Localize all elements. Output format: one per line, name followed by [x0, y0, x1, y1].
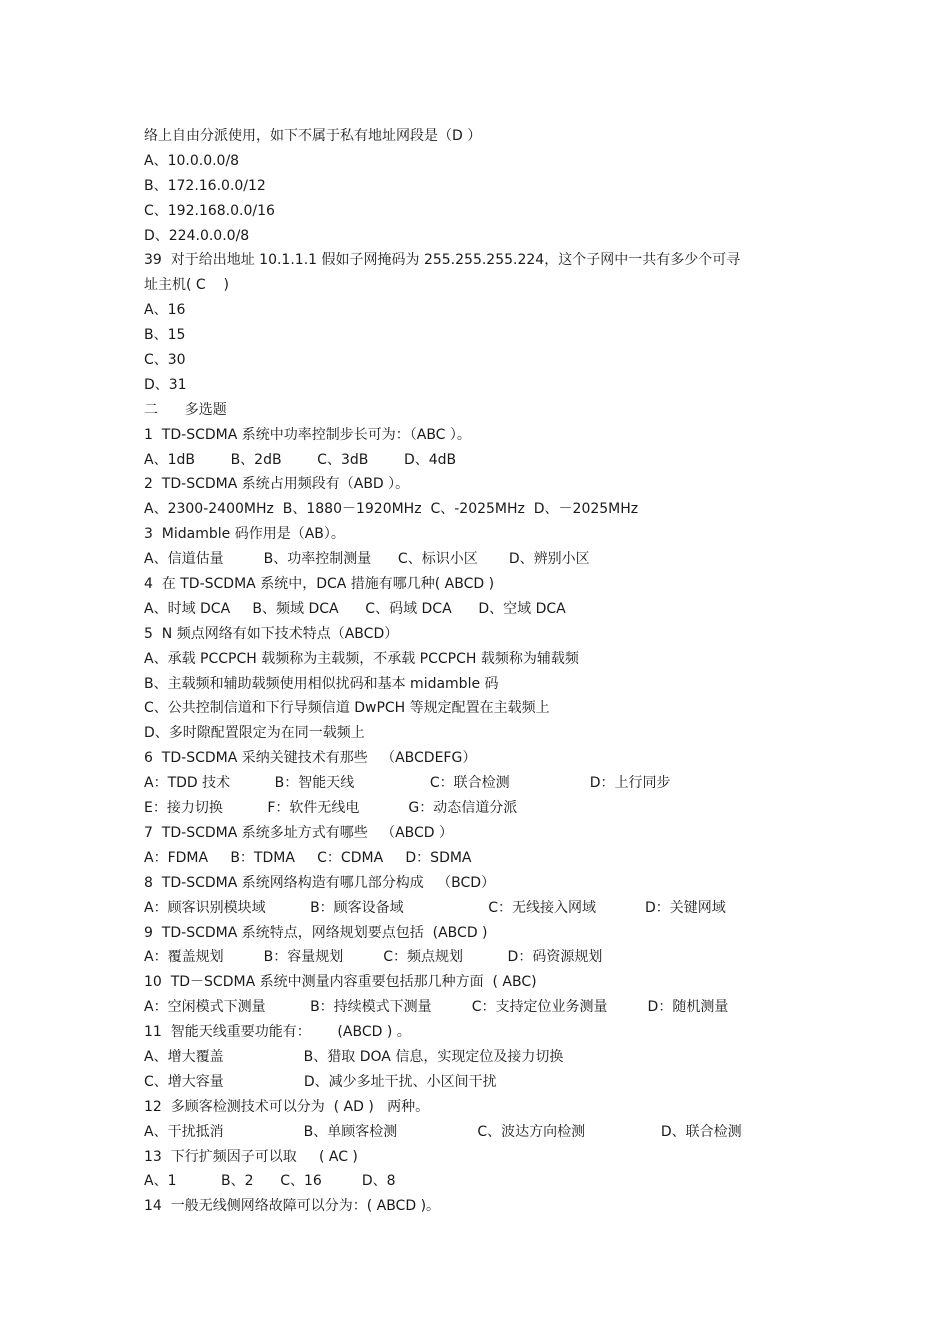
option-line: A：顾客识别模块域 B：顾客设备域 C：无线接入网域 D：关键网域 [144, 899, 726, 916]
question-line: 7 TD-SCDMA 系统多址方式有哪些 （ABCD ） [144, 824, 454, 841]
text-line: 址主机( C ) [144, 277, 229, 294]
question-line: 3 Midamble 码作用是（AB）。 [144, 526, 345, 543]
option-line: A、干扰抵消 B、单顾客检测 C、波达方向检测 D、联合检测 [144, 1123, 742, 1140]
document-body [144, 124, 824, 1219]
question-line: 5 N 频点网络有如下技术特点（ABCD） [144, 625, 399, 642]
option-line: A、1dB B、2dB C、3dB D、4dB [144, 451, 457, 468]
option-line: A、信道估量 B、功率控制测量 C、标识小区 D、辨别小区 [144, 551, 590, 568]
option-line: A：空闲模式下测量 B：持续模式下测量 C：支持定位业务测量 D：随机测量 [144, 999, 729, 1016]
option-line: D、31 [144, 376, 187, 393]
option-line: A、增大覆盖 B、猎取 DOA 信息，实现定位及接力切换 [144, 1048, 564, 1065]
question-line: 39 对于给出地址 10.1.1.1 假如子网掩码为 255.255.255.224，这个子网中一共有多少个可寻 [144, 252, 741, 269]
option-line: A、承载 PCCPCH 载频称为主载频，不承载 PCCPCH 载频称为辅载频 [144, 650, 579, 667]
text-line: 络上自由分派使用，如下不属于私有地址网段是（D ） [144, 128, 482, 144]
question-line: 9 TD-SCDMA 系统特点，网络规划要点包括 (ABCD ) [144, 924, 488, 941]
question-line: 12 多顾客检测技术可以分为 ( AD ) 两种。 [144, 1098, 430, 1115]
option-line: C、30 [144, 352, 186, 369]
question-line: 14 一般无线侧网络故障可以分为：( ABCD )。 [144, 1198, 441, 1215]
option-line: D、224.0.0.0/8 [144, 227, 250, 244]
option-line: B、15 [144, 327, 186, 344]
question-line: 2 TD-SCDMA 系统占用频段有（ABD ）。 [144, 476, 410, 493]
option-line: C、公共控制信道和下行导频信道 DwPCH 等规定配置在主载频上 [144, 700, 550, 717]
option-line: A、时域 DCA B、频域 DCA C、码域 DCA D、空域 DCA [144, 600, 566, 617]
option-line: A、10.0.0.0/8 [144, 152, 240, 169]
section-heading: 二 多选题 [144, 401, 227, 418]
option-line: E：接力切换 F：软件无线电 G：动态信道分派 [144, 800, 518, 817]
option-line: B、172.16.0.0/12 [144, 177, 266, 194]
question-line: 1 TD-SCDMA 系统中功率控制步长可为：（ABC ）。 [144, 426, 471, 443]
option-line: A：FDMA B：TDMA C：CDMA D：SDMA [144, 849, 472, 866]
option-line: A、16 [144, 302, 186, 319]
option-line: C、192.168.0.0/16 [144, 202, 275, 219]
option-line: A、2300-2400MHz B、1880－1920MHz C、-2025MHz D、－2025MHz [144, 501, 639, 518]
question-line: 8 TD-SCDMA 系统网络构造有哪几部分构成 （BCD） [144, 874, 496, 891]
question-line: 10 TD－SCDMA 系统中测量内容重要包括那几种方面 ( ABC) [144, 974, 537, 991]
option-line: D、多时隙配置限定为在同一载频上 [144, 725, 365, 742]
option-line: C、增大容量 D、减少多址干扰、小区间干扰 [144, 1073, 497, 1090]
question-line: 4 在 TD-SCDMA 系统中，DCA 措施有哪几种( ABCD ) [144, 576, 495, 593]
question-line: 11 智能天线重要功能有： (ABCD ) 。 [144, 1024, 411, 1041]
question-line: 13 下行扩频因子可以取 ( AC ) [144, 1148, 358, 1165]
option-line: B、主载频和辅助载频使用相似扰码和基本 midamble 码 [144, 675, 499, 692]
option-line: A、1 B、2 C、16 D、8 [144, 1173, 396, 1190]
option-line: A：TDD 技术 B：智能天线 C：联合检测 D：上行同步 [144, 775, 671, 792]
question-line: 6 TD-SCDMA 采纳关键技术有那些 （ABCDEFG） [144, 750, 477, 767]
option-line: A：覆盖规划 B：容量规划 C：频点规划 D：码资源规划 [144, 949, 603, 966]
